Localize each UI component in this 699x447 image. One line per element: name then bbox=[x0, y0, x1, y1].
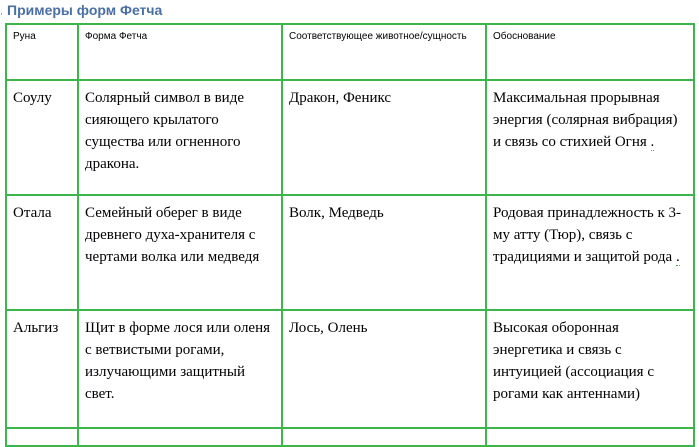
reason-end-mark: . bbox=[650, 134, 655, 150]
reason-end-mark: . bbox=[675, 249, 680, 265]
cell-animal: Волк, Медведь bbox=[282, 195, 486, 310]
fetch-forms-table bbox=[5, 23, 695, 447]
cell-animal: Дракон, Феникс bbox=[282, 80, 486, 195]
cell-rune: Соулу bbox=[6, 80, 78, 195]
paragraph-anchor-mark: · bbox=[0, 10, 3, 20]
cell-reason bbox=[486, 310, 694, 428]
cell-empty bbox=[78, 428, 282, 446]
cell-rune: Отала bbox=[6, 195, 78, 310]
cell-animal: Лось, Олень bbox=[282, 310, 486, 428]
cell-empty bbox=[486, 428, 694, 446]
reason-text: Высокая оборонная энергетика и связь с интуицией (ассоциация с рогами как антеннами) bbox=[493, 320, 654, 402]
table-row-partial bbox=[6, 428, 694, 446]
cell-form: Солярный символ в виде сияющего крылатого существа или огненного дракона. bbox=[78, 80, 282, 195]
table-row bbox=[6, 195, 694, 310]
cell-reason bbox=[486, 80, 694, 195]
page-title: Примеры форм Фетча bbox=[7, 2, 163, 18]
reason-text: Родовая принадлежность к 3-му атту (Тюр), связь с традициями и защитой рода bbox=[493, 205, 681, 265]
table-row bbox=[6, 80, 694, 195]
header-rune: Руна bbox=[6, 24, 78, 80]
cell-form: Щит в форме лося или оленя с ветвистыми рогами, излучающими защитный свет. bbox=[78, 310, 282, 428]
table-row bbox=[6, 310, 694, 428]
header-form: Форма Фетча bbox=[78, 24, 282, 80]
reason-text: Максимальная прорывная энергия (солярная вибрация) и связь со стихией Огня bbox=[493, 90, 678, 150]
cell-empty bbox=[6, 428, 78, 446]
table-header-row bbox=[6, 24, 694, 80]
cell-empty bbox=[282, 428, 486, 446]
cell-reason bbox=[486, 195, 694, 310]
header-animal: Соответствующее животное/сущность bbox=[282, 24, 486, 80]
cell-rune: Альгиз bbox=[6, 310, 78, 428]
cell-form: Семейный оберег в виде древнего духа-хранителя с чертами волка или медведя bbox=[78, 195, 282, 310]
header-reason: Обоснование bbox=[486, 24, 694, 80]
